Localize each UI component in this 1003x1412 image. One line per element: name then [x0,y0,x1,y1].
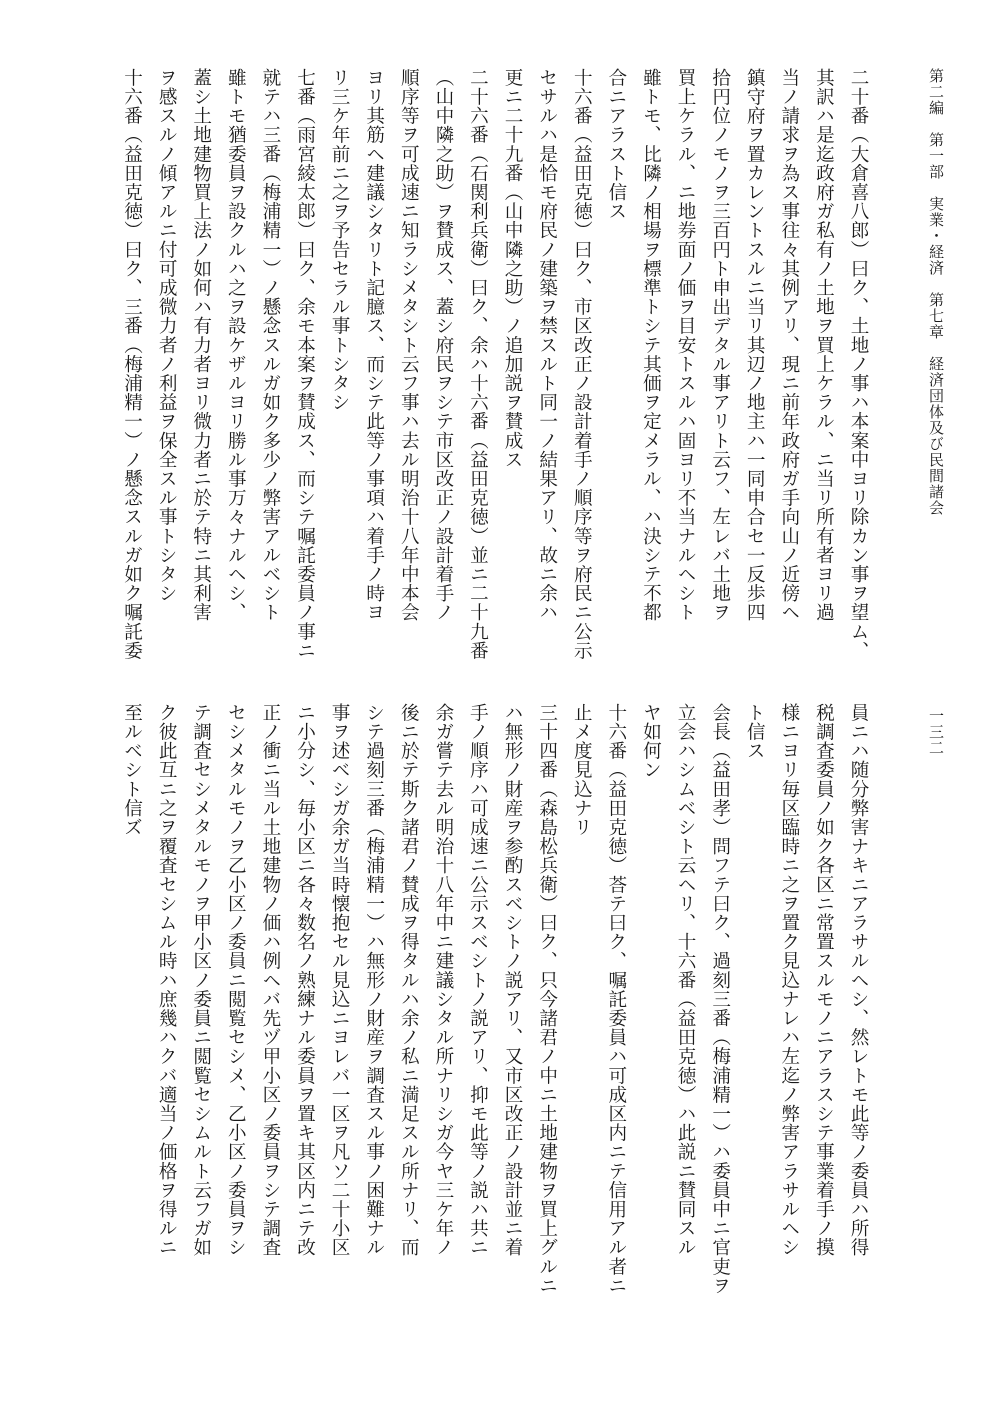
text-column: （山中隣之助）ヲ賛成ス、蓋シ府民ヲシテ市区改正ノ設計着手ノ [432,68,454,622]
text-column: 十六番（益田克徳）荅テ曰ク、嘱託委員ハ可成区内ニテ信用アル者ニ [605,703,627,1296]
text-column: 当ノ請求ヲ為ス事往々其例アリ、現ニ前年政府ガ手向山ノ近傍ヘ [778,68,800,622]
text-column: 買上ケラル、ニ地券面ノ価ヲ目安トスルハ固ヨリ不当ナルヘシト [675,68,697,622]
text-column: テ調査セシメタルモノヲ甲小区ノ委員ニ閲覧セシムルト云フガ如 [190,703,212,1257]
text-column: ク彼此互ニ之ヲ覆査セシムル時ハ庶幾ハクバ適当ノ価格ヲ得ルニ [156,703,178,1257]
text-column: 拾円位ノモノヲ三百円ト申出デタル事アリト云フ、左レバ土地ヲ [709,68,731,622]
text-column: ニ小分シ、毎小区ニ各々数名ノ熟練ナル委員ヲ置キ其区内ニテ改 [294,703,316,1257]
text-column: 就テハ三番（梅浦精一）ノ懸念スルガ如ク多少ノ弊害アルベシト [259,68,281,622]
text-column: 止メ度見込ナリ [571,703,593,837]
text-column: 雖トモ、比隣ノ相場ヲ標準トシテ其価ヲ定メラル、ハ決シテ不都 [640,68,662,622]
text-column: 事ヲ述ベシガ余ガ当時懐抱セル見込ニヨレバ一区ヲ凡ソ二十小区 [329,703,351,1257]
text-column: 会長（益田孝）問フテ曰ク、過刻三番（梅浦精一）ハ委員中ニ官吏ヲ [709,703,731,1296]
text-column: 余ガ嘗テ去ル明治十八年中ニ建議シタル所ナリシガ今ヤ三ケ年ノ [432,703,454,1257]
text-column: 三十四番（森島松兵衛）曰ク、只今諸君ノ中ニ土地建物ヲ買上グルニ [536,703,558,1296]
text-column: ト信ス [744,703,766,761]
text-column: 員ニハ随分弊害ナキニアラサルヘシ、然レトモ此等ノ委員ハ所得 [848,703,869,1257]
text-column: 七番（雨宮綾太郎）曰ク、余モ本案ヲ賛成ス、而シテ嘱託委員ノ事ニ [294,68,316,661]
text-column: 其訳ハ是迄政府ガ私有ノ土地ヲ買上ケラル、ニ当リ所有者ヨリ過 [813,68,835,622]
text-column: 二十番（大倉喜八郎）曰ク、土地ノ事ハ本案中ヨリ除カン事ヲ望ム、 [848,68,869,661]
lower-text-block [45,703,875,1303]
page-number: 一三二 [927,708,945,756]
text-column: 更ニ二十九番（山中隣之助）ノ追加説ヲ賛成ス [502,68,524,470]
text-column: 至ルベシト信ズ [121,703,143,837]
text-column: ハ無形ノ財産ヲ参酌スベシトノ説アリ、又市区改正ノ設計並ニ着 [502,703,524,1257]
text-column: 手ノ順序ハ可成速ニ公示スベシトノ説アリ、抑モ此等ノ説ハ共ニ [467,703,489,1257]
text-column: ヨリ其筋ヘ建議シタリト記臆ス、而シテ此等ノ事項ハ着手ノ時ヨ [363,68,385,622]
text-column: 二十六番（石関利兵衛）曰ク、余ハ十六番（益田克徳）並ニ二十九番 [467,68,489,661]
text-column: ヲ感スルノ傾アルニ付可成微力者ノ利益ヲ保全スル事トシタシ [156,68,178,603]
text-column: 正ノ衝ニ当ル土地建物ノ価ハ例ヘバ先ヅ甲小区ノ委員ヲシテ調査 [259,703,281,1257]
text-column: セシメタルモノヲ乙小区ノ委員ニ閲覧セシメ、乙小区ノ委員ヲシ [225,703,247,1257]
text-column: 順序等ヲ可成速ニ知ラシメタシト云フ事ハ去ル明治十八年中本会 [398,68,420,622]
text-column: シテ過刻三番（梅浦精一）ハ無形ノ財産ヲ調査スル事ノ困難ナル [363,703,385,1257]
upper-text-block [45,68,875,668]
text-column: 十六番（益田克徳）曰ク、三番（梅浦精一）ノ懸念スルガ如ク嘱託委 [121,68,143,661]
text-column: 税調査委員ノ如ク各区ニ常置スルモノニアラスシテ事業着手ノ摸 [813,703,835,1257]
text-column: 鎮守府ヲ置カレントスルニ当リ其辺ノ地主ハ一同申合セ一反歩四 [744,68,766,622]
text-column: 蓋シ土地建物買上法ノ如何ハ有力者ヨリ微力者ニ於テ特ニ其利害 [190,68,212,622]
text-column: 様ニヨリ毎区臨時ニ之ヲ置ク見込ナレハ左迄ノ弊害アラサルヘシ [778,703,800,1257]
text-column: 合ニアラスト信ス [605,68,627,221]
text-column: 雖トモ猶委員ヲ設クルハ之ヲ設ケザルヨリ勝ル事万々ナルヘシ、 [225,68,247,622]
text-column: 立会ハシムベシト云ヘリ、十六番（益田克徳）ハ此説ニ賛同スル [675,703,697,1257]
running-head: 第二編 第一部 実業・経済 第七章 経済団体及び民間諸会 [927,68,945,516]
text-column: 後ニ於テ斯ク諸君ノ賛成ヲ得タルハ余ノ私ニ満足スル所ナリ、而 [398,703,420,1257]
text-column: ヤ如何ン [640,703,662,780]
text-column: セサルハ是恰モ府民ノ建築ヲ禁スルト同一ノ結果アリ、故ニ余ハ [536,68,558,622]
text-column: リ三ケ年前ニ之ヲ予告セラル事トシタシ [329,68,351,412]
text-column: 十六番（益田克徳）曰ク、市区改正ノ設計着手ノ順序等ヲ府民ニ公示 [571,68,593,661]
